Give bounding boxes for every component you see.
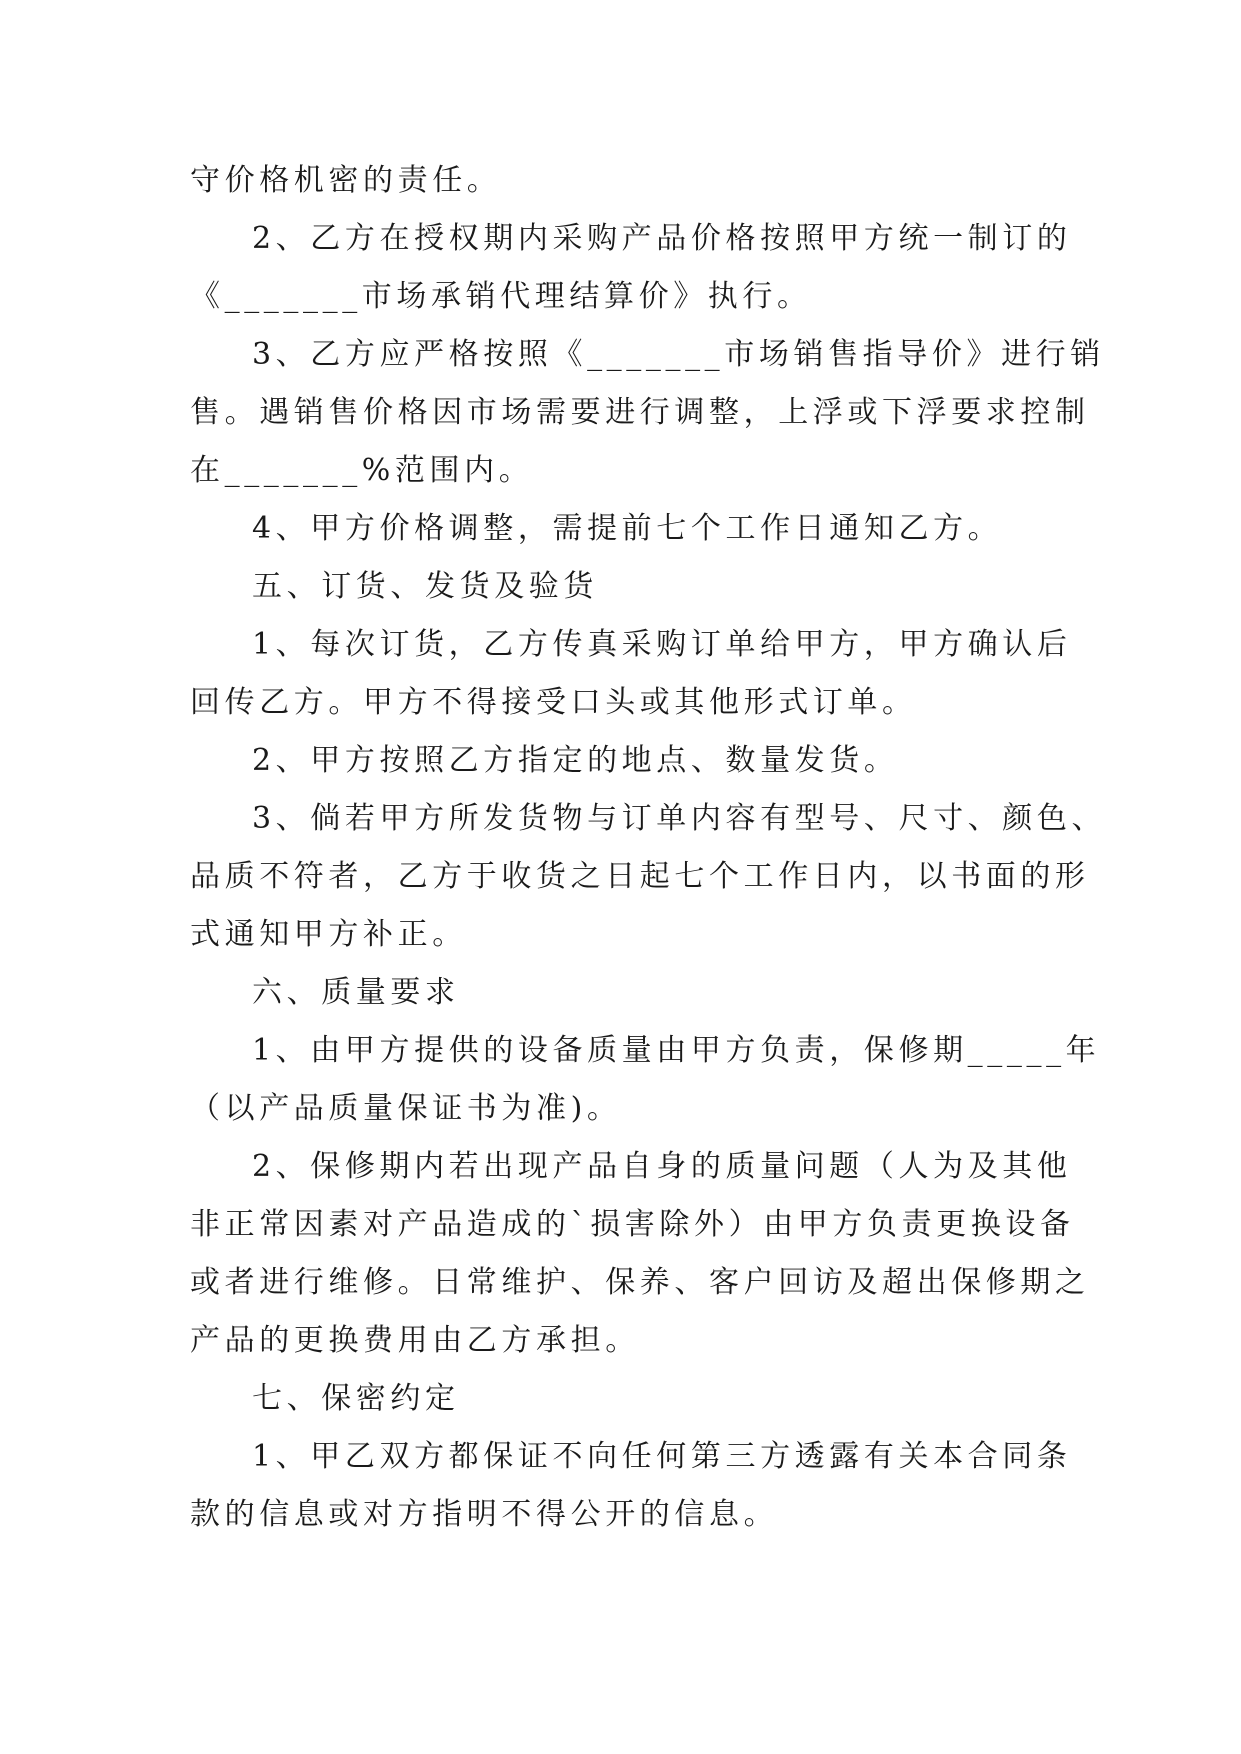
document-body — [190, 152, 1107, 1544]
paragraph-line: 售。遇销售价格因市场需要进行调整，上浮或下浮要求控制 — [190, 395, 1090, 430]
paragraph-line: 4、甲方价格调整，需提前七个工作日通知乙方。 — [252, 511, 1003, 546]
paragraph-line: 产品的更换费用由乙方承担。 — [190, 1323, 640, 1358]
paragraph-line: 《_______市场承销代理结算价》执行。 — [190, 279, 812, 314]
paragraph-line: 式通知甲方补正。 — [190, 917, 467, 952]
paragraph-line: 1、每次订货，乙方传真采购订单给甲方，甲方确认后 — [252, 627, 1072, 662]
paragraph-line: 守价格机密的责任。 — [190, 163, 502, 198]
paragraph-line: 2、乙方在授权期内采购产品价格按照甲方统一制订的 — [252, 221, 1072, 256]
paragraph-line: 回传乙方。甲方不得接受口头或其他形式订单。 — [190, 685, 917, 720]
paragraph-line: 2、甲方按照乙方指定的地点、数量发货。 — [252, 743, 899, 778]
paragraph-line: 3、乙方应严格按照《_______市场销售指导价》进行销 — [252, 337, 1105, 372]
section-heading: 七、保密约定 — [252, 1381, 460, 1416]
paragraph-line: 3、倘若甲方所发货物与订单内容有型号、尺寸、颜色、 — [252, 801, 1107, 836]
paragraph-line: 1、甲乙双方都保证不向任何第三方透露有关本合同条 — [252, 1439, 1072, 1474]
section-heading: 六、质量要求 — [252, 975, 460, 1010]
paragraph-line: 在_______%范围内。 — [190, 453, 534, 488]
paragraph-line: 款的信息或对方指明不得公开的信息。 — [190, 1497, 779, 1532]
paragraph-line: 非正常因素对产品造成的`损害除外）由甲方负责更换设备 — [190, 1207, 1075, 1242]
paragraph-line: 品质不符者，乙方于收货之日起七个工作日内，以书面的形 — [190, 859, 1090, 894]
paragraph-line: 1、由甲方提供的设备质量由甲方负责，保修期_____年 — [252, 1033, 1101, 1068]
paragraph-line: 2、保修期内若出现产品自身的质量问题（人为及其他 — [252, 1149, 1072, 1184]
paragraph-line: （以产品质量保证书为准)。 — [190, 1091, 622, 1126]
section-heading: 五、订货、发货及验货 — [252, 569, 598, 604]
paragraph-line: 或者进行维修。日常维护、保养、客户回访及超出保修期之 — [190, 1265, 1090, 1300]
